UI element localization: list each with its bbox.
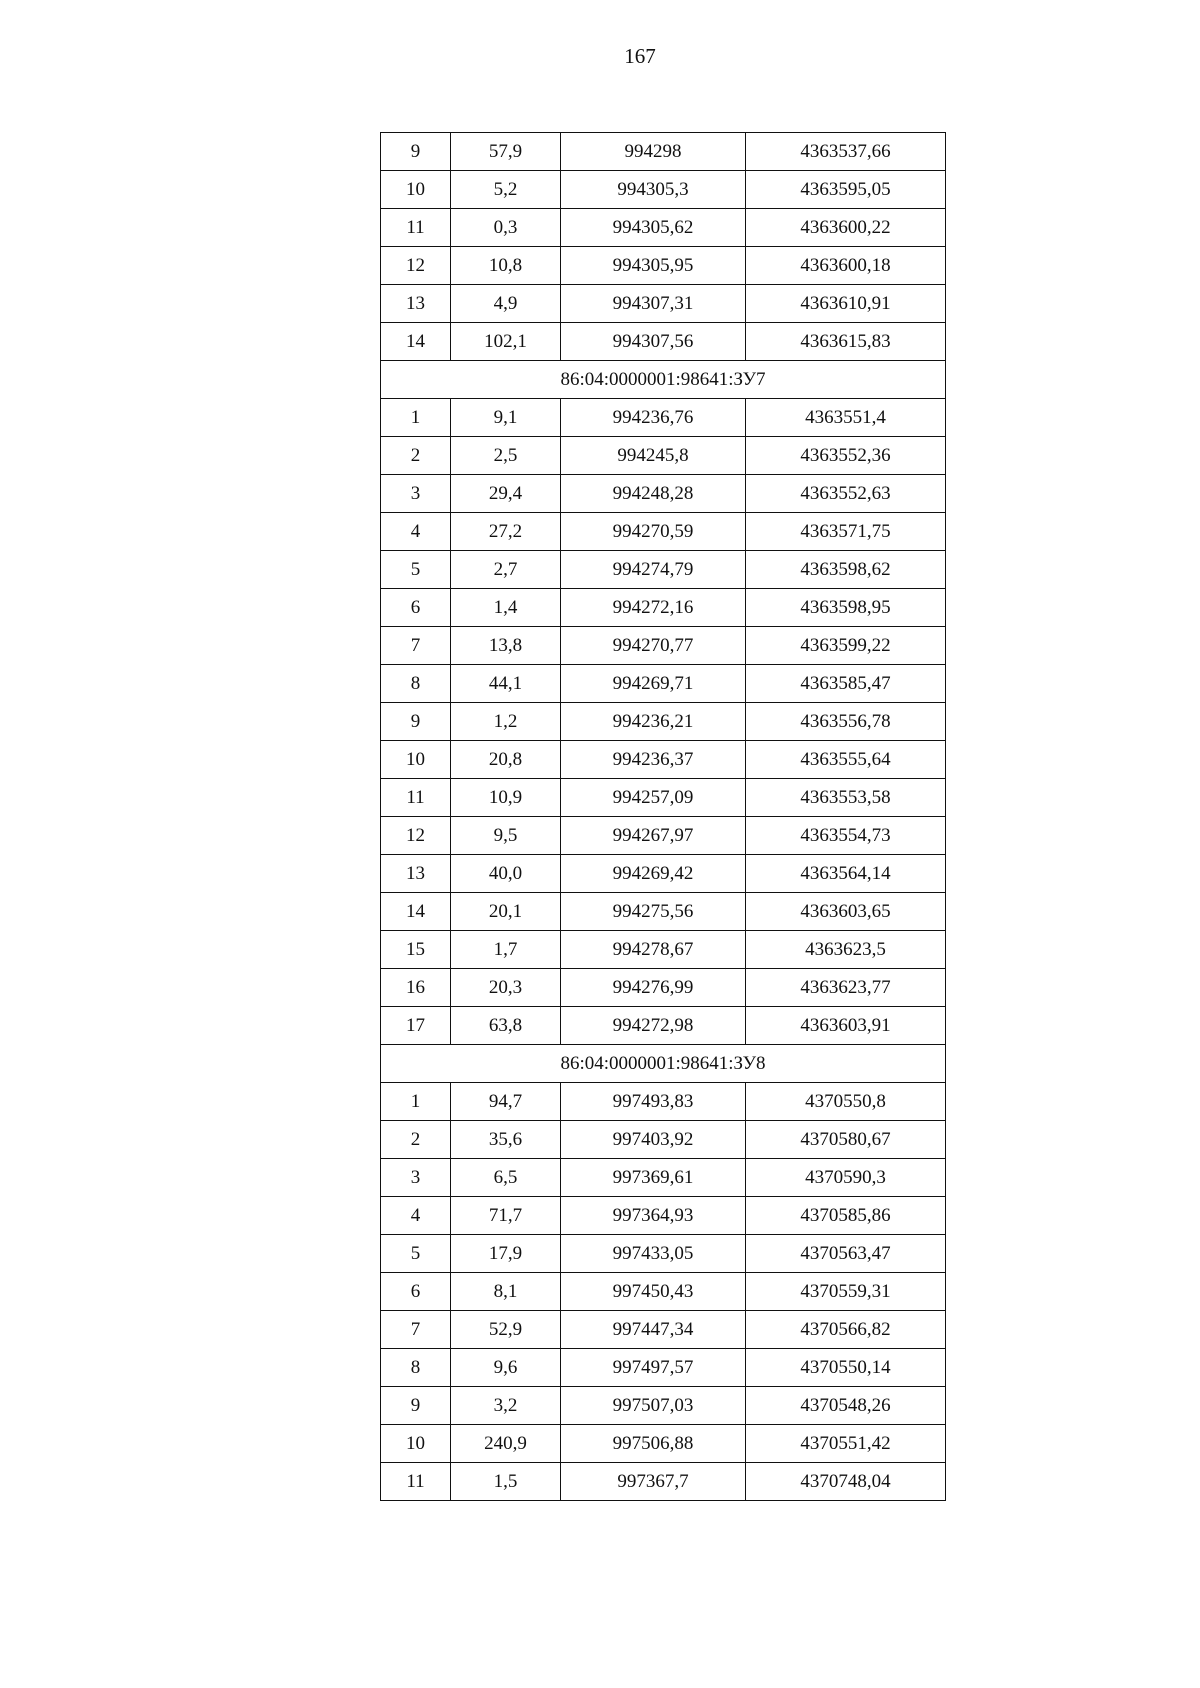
y-coordinate-cell: 4370550,8 — [746, 1083, 946, 1121]
table-row — [381, 1197, 946, 1235]
x-coordinate-cell: 997364,93 — [561, 1197, 746, 1235]
x-coordinate-cell: 997447,34 — [561, 1311, 746, 1349]
coordinates-table-body — [381, 133, 946, 1501]
table-row — [381, 133, 946, 171]
y-coordinate-cell: 4363610,91 — [746, 285, 946, 323]
x-coordinate-cell: 994307,56 — [561, 323, 746, 361]
point-number-cell: 2 — [381, 437, 451, 475]
table-row — [381, 627, 946, 665]
point-number-cell: 9 — [381, 133, 451, 171]
y-coordinate-cell: 4363595,05 — [746, 171, 946, 209]
length-cell: 1,5 — [451, 1463, 561, 1501]
y-coordinate-cell: 4363585,47 — [746, 665, 946, 703]
x-coordinate-cell: 997497,57 — [561, 1349, 746, 1387]
point-number-cell: 10 — [381, 1425, 451, 1463]
length-cell: 5,2 — [451, 171, 561, 209]
table-row — [381, 741, 946, 779]
point-number-cell: 8 — [381, 665, 451, 703]
length-cell: 17,9 — [451, 1235, 561, 1273]
length-cell: 10,9 — [451, 779, 561, 817]
point-number-cell: 11 — [381, 1463, 451, 1501]
y-coordinate-cell: 4363603,91 — [746, 1007, 946, 1045]
point-number-cell: 1 — [381, 1083, 451, 1121]
length-cell: 6,5 — [451, 1159, 561, 1197]
point-number-cell: 15 — [381, 931, 451, 969]
table-row — [381, 1387, 946, 1425]
length-cell: 71,7 — [451, 1197, 561, 1235]
y-coordinate-cell: 4370548,26 — [746, 1387, 946, 1425]
table-row — [381, 1349, 946, 1387]
y-coordinate-cell: 4370559,31 — [746, 1273, 946, 1311]
table-row — [381, 323, 946, 361]
y-coordinate-cell: 4370580,67 — [746, 1121, 946, 1159]
length-cell: 1,7 — [451, 931, 561, 969]
y-coordinate-cell: 4363615,83 — [746, 323, 946, 361]
length-cell: 20,1 — [451, 893, 561, 931]
table-row — [381, 171, 946, 209]
table-row — [381, 551, 946, 589]
point-number-cell: 1 — [381, 399, 451, 437]
x-coordinate-cell: 994245,8 — [561, 437, 746, 475]
y-coordinate-cell: 4363599,22 — [746, 627, 946, 665]
x-coordinate-cell: 994275,56 — [561, 893, 746, 931]
y-coordinate-cell: 4363555,64 — [746, 741, 946, 779]
coordinates-table — [380, 132, 946, 1501]
point-number-cell: 17 — [381, 1007, 451, 1045]
y-coordinate-cell: 4370585,86 — [746, 1197, 946, 1235]
length-cell: 40,0 — [451, 855, 561, 893]
section-title: 86:04:0000001:98641:ЗУ7 — [381, 361, 946, 399]
section-header-row — [381, 1045, 946, 1083]
y-coordinate-cell: 4370748,04 — [746, 1463, 946, 1501]
point-number-cell: 2 — [381, 1121, 451, 1159]
point-number-cell: 6 — [381, 589, 451, 627]
y-coordinate-cell: 4363603,65 — [746, 893, 946, 931]
table-row — [381, 475, 946, 513]
length-cell: 102,1 — [451, 323, 561, 361]
x-coordinate-cell: 994269,71 — [561, 665, 746, 703]
x-coordinate-cell: 994276,99 — [561, 969, 746, 1007]
length-cell: 4,9 — [451, 285, 561, 323]
table-row — [381, 779, 946, 817]
length-cell: 13,8 — [451, 627, 561, 665]
table-row — [381, 1159, 946, 1197]
x-coordinate-cell: 994270,59 — [561, 513, 746, 551]
y-coordinate-cell: 4363551,4 — [746, 399, 946, 437]
point-number-cell: 4 — [381, 1197, 451, 1235]
x-coordinate-cell: 997369,61 — [561, 1159, 746, 1197]
point-number-cell: 13 — [381, 285, 451, 323]
point-number-cell: 5 — [381, 1235, 451, 1273]
x-coordinate-cell: 997507,03 — [561, 1387, 746, 1425]
x-coordinate-cell: 994236,76 — [561, 399, 746, 437]
x-coordinate-cell: 994274,79 — [561, 551, 746, 589]
x-coordinate-cell: 994270,77 — [561, 627, 746, 665]
x-coordinate-cell: 997506,88 — [561, 1425, 746, 1463]
length-cell: 10,8 — [451, 247, 561, 285]
y-coordinate-cell: 4363598,95 — [746, 589, 946, 627]
x-coordinate-cell: 994272,98 — [561, 1007, 746, 1045]
point-number-cell: 12 — [381, 817, 451, 855]
x-coordinate-cell: 994305,95 — [561, 247, 746, 285]
table-row — [381, 855, 946, 893]
length-cell: 3,2 — [451, 1387, 561, 1425]
length-cell: 44,1 — [451, 665, 561, 703]
point-number-cell: 3 — [381, 1159, 451, 1197]
table-row — [381, 703, 946, 741]
x-coordinate-cell: 994305,62 — [561, 209, 746, 247]
point-number-cell: 6 — [381, 1273, 451, 1311]
length-cell: 20,3 — [451, 969, 561, 1007]
point-number-cell: 9 — [381, 703, 451, 741]
x-coordinate-cell: 994236,21 — [561, 703, 746, 741]
table-row — [381, 513, 946, 551]
section-title: 86:04:0000001:98641:ЗУ8 — [381, 1045, 946, 1083]
x-coordinate-cell: 994257,09 — [561, 779, 746, 817]
y-coordinate-cell: 4370550,14 — [746, 1349, 946, 1387]
x-coordinate-cell: 997450,43 — [561, 1273, 746, 1311]
table-row — [381, 1425, 946, 1463]
length-cell: 9,5 — [451, 817, 561, 855]
length-cell: 35,6 — [451, 1121, 561, 1159]
point-number-cell: 7 — [381, 1311, 451, 1349]
point-number-cell: 11 — [381, 209, 451, 247]
point-number-cell: 7 — [381, 627, 451, 665]
x-coordinate-cell: 994305,3 — [561, 171, 746, 209]
y-coordinate-cell: 4363598,62 — [746, 551, 946, 589]
table-row — [381, 437, 946, 475]
table-row — [381, 589, 946, 627]
table-row — [381, 1311, 946, 1349]
point-number-cell: 10 — [381, 171, 451, 209]
length-cell: 20,8 — [451, 741, 561, 779]
y-coordinate-cell: 4363556,78 — [746, 703, 946, 741]
point-number-cell: 5 — [381, 551, 451, 589]
y-coordinate-cell: 4370590,3 — [746, 1159, 946, 1197]
length-cell: 240,9 — [451, 1425, 561, 1463]
x-coordinate-cell: 994267,97 — [561, 817, 746, 855]
table-row — [381, 1121, 946, 1159]
table-row — [381, 1083, 946, 1121]
length-cell: 2,5 — [451, 437, 561, 475]
y-coordinate-cell: 4363552,63 — [746, 475, 946, 513]
y-coordinate-cell: 4363554,73 — [746, 817, 946, 855]
table-row — [381, 247, 946, 285]
y-coordinate-cell: 4363553,58 — [746, 779, 946, 817]
x-coordinate-cell: 997433,05 — [561, 1235, 746, 1273]
table-row — [381, 209, 946, 247]
y-coordinate-cell: 4363537,66 — [746, 133, 946, 171]
y-coordinate-cell: 4363564,14 — [746, 855, 946, 893]
point-number-cell: 13 — [381, 855, 451, 893]
point-number-cell: 8 — [381, 1349, 451, 1387]
section-header-row — [381, 361, 946, 399]
x-coordinate-cell: 994236,37 — [561, 741, 746, 779]
length-cell: 9,6 — [451, 1349, 561, 1387]
x-coordinate-cell: 994278,67 — [561, 931, 746, 969]
length-cell: 0,3 — [451, 209, 561, 247]
point-number-cell: 16 — [381, 969, 451, 1007]
table-row — [381, 931, 946, 969]
y-coordinate-cell: 4363623,5 — [746, 931, 946, 969]
length-cell: 1,4 — [451, 589, 561, 627]
y-coordinate-cell: 4363552,36 — [746, 437, 946, 475]
x-coordinate-cell: 994248,28 — [561, 475, 746, 513]
point-number-cell: 14 — [381, 893, 451, 931]
x-coordinate-cell: 997493,83 — [561, 1083, 746, 1121]
table-row — [381, 399, 946, 437]
x-coordinate-cell: 997367,7 — [561, 1463, 746, 1501]
x-coordinate-cell: 994272,16 — [561, 589, 746, 627]
length-cell: 9,1 — [451, 399, 561, 437]
point-number-cell: 3 — [381, 475, 451, 513]
x-coordinate-cell: 994298 — [561, 133, 746, 171]
length-cell: 94,7 — [451, 1083, 561, 1121]
y-coordinate-cell: 4363623,77 — [746, 969, 946, 1007]
length-cell: 2,7 — [451, 551, 561, 589]
x-coordinate-cell: 997403,92 — [561, 1121, 746, 1159]
table-row — [381, 1235, 946, 1273]
table-row — [381, 285, 946, 323]
length-cell: 57,9 — [451, 133, 561, 171]
table-row — [381, 1007, 946, 1045]
length-cell: 63,8 — [451, 1007, 561, 1045]
y-coordinate-cell: 4370563,47 — [746, 1235, 946, 1273]
length-cell: 29,4 — [451, 475, 561, 513]
y-coordinate-cell: 4370551,42 — [746, 1425, 946, 1463]
y-coordinate-cell: 4363600,22 — [746, 209, 946, 247]
point-number-cell: 4 — [381, 513, 451, 551]
y-coordinate-cell: 4363571,75 — [746, 513, 946, 551]
y-coordinate-cell: 4370566,82 — [746, 1311, 946, 1349]
point-number-cell: 14 — [381, 323, 451, 361]
length-cell: 52,9 — [451, 1311, 561, 1349]
length-cell: 8,1 — [451, 1273, 561, 1311]
point-number-cell: 11 — [381, 779, 451, 817]
point-number-cell: 9 — [381, 1387, 451, 1425]
y-coordinate-cell: 4363600,18 — [746, 247, 946, 285]
point-number-cell: 10 — [381, 741, 451, 779]
page-number: 167 — [624, 44, 656, 68]
x-coordinate-cell: 994269,42 — [561, 855, 746, 893]
table-row — [381, 1273, 946, 1311]
table-row — [381, 817, 946, 855]
table-row — [381, 1463, 946, 1501]
point-number-cell: 12 — [381, 247, 451, 285]
table-row — [381, 969, 946, 1007]
length-cell: 1,2 — [451, 703, 561, 741]
table-row — [381, 665, 946, 703]
table-row — [381, 893, 946, 931]
length-cell: 27,2 — [451, 513, 561, 551]
x-coordinate-cell: 994307,31 — [561, 285, 746, 323]
